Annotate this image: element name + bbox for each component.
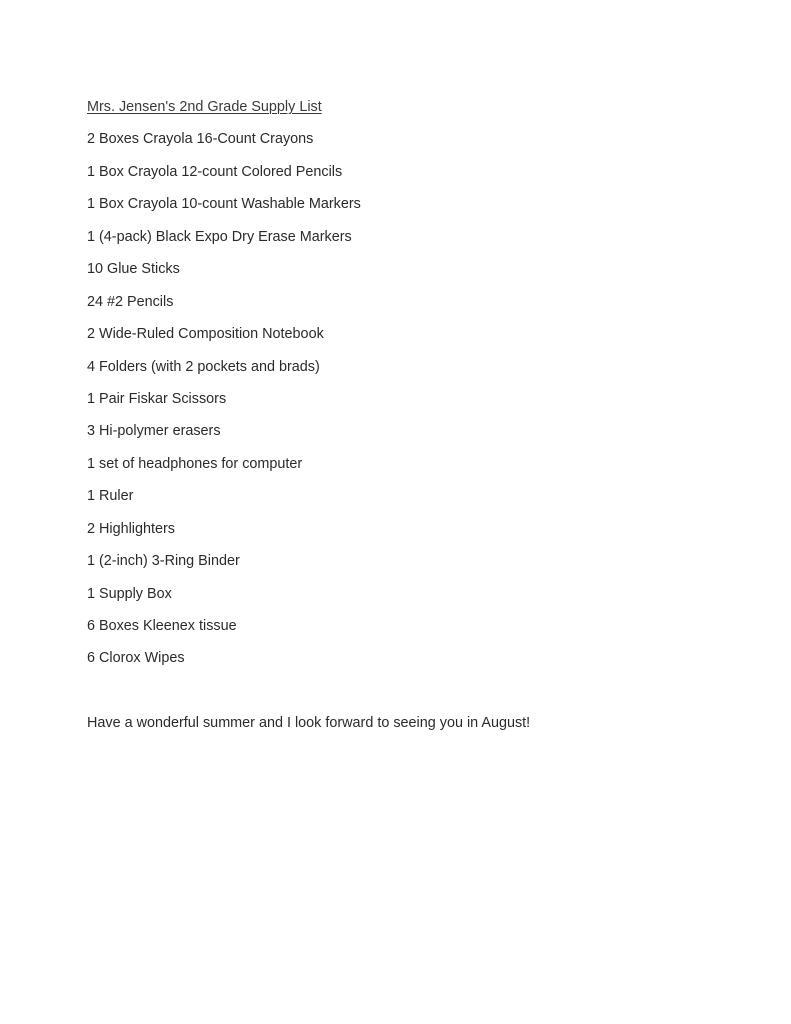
supply-item: 24 #2 Pencils [87,293,174,310]
supply-item: 6 Clorox Wipes [87,650,185,667]
supply-item: 2 Wide-Ruled Composition Notebook [87,326,324,343]
supply-item: 6 Boxes Kleenex tissue [87,618,237,634]
supply-item: 3 Hi-polymer erasers [87,423,221,440]
supply-item: 2 Highlighters [87,520,175,537]
supply-item: 1 Ruler [87,488,134,505]
closing-message: Have a wonderful summer and I look forward to seeing you in August! [87,715,531,731]
supply-item: 1 (4-pack) Black Expo Dry Erase Markers [87,228,352,245]
supply-item: 1 Supply Box [87,585,172,602]
supply-items [87,129,361,680]
supply-item: 1 (2-inch) 3-Ring Binder [87,553,240,570]
supply-item: 10 Glue Sticks [87,261,180,278]
supply-item: 1 set of headphones for computer [87,455,303,472]
supply-item: 1 Pair Fiskar Scissors [87,390,227,407]
supply-item: 4 Folders (with 2 pockets and brads) [87,358,320,375]
supply-list [87,97,361,681]
supply-item: 2 Boxes Crayola 16-Count Crayons [87,131,314,148]
supply-item: 1 Box Crayola 10-count Washable Markers [87,196,361,213]
page-title: Mrs. Jensen's 2nd Grade Supply List [87,99,322,115]
supply-item: 1 Box Crayola 12-count Colored Pencils [87,163,343,180]
